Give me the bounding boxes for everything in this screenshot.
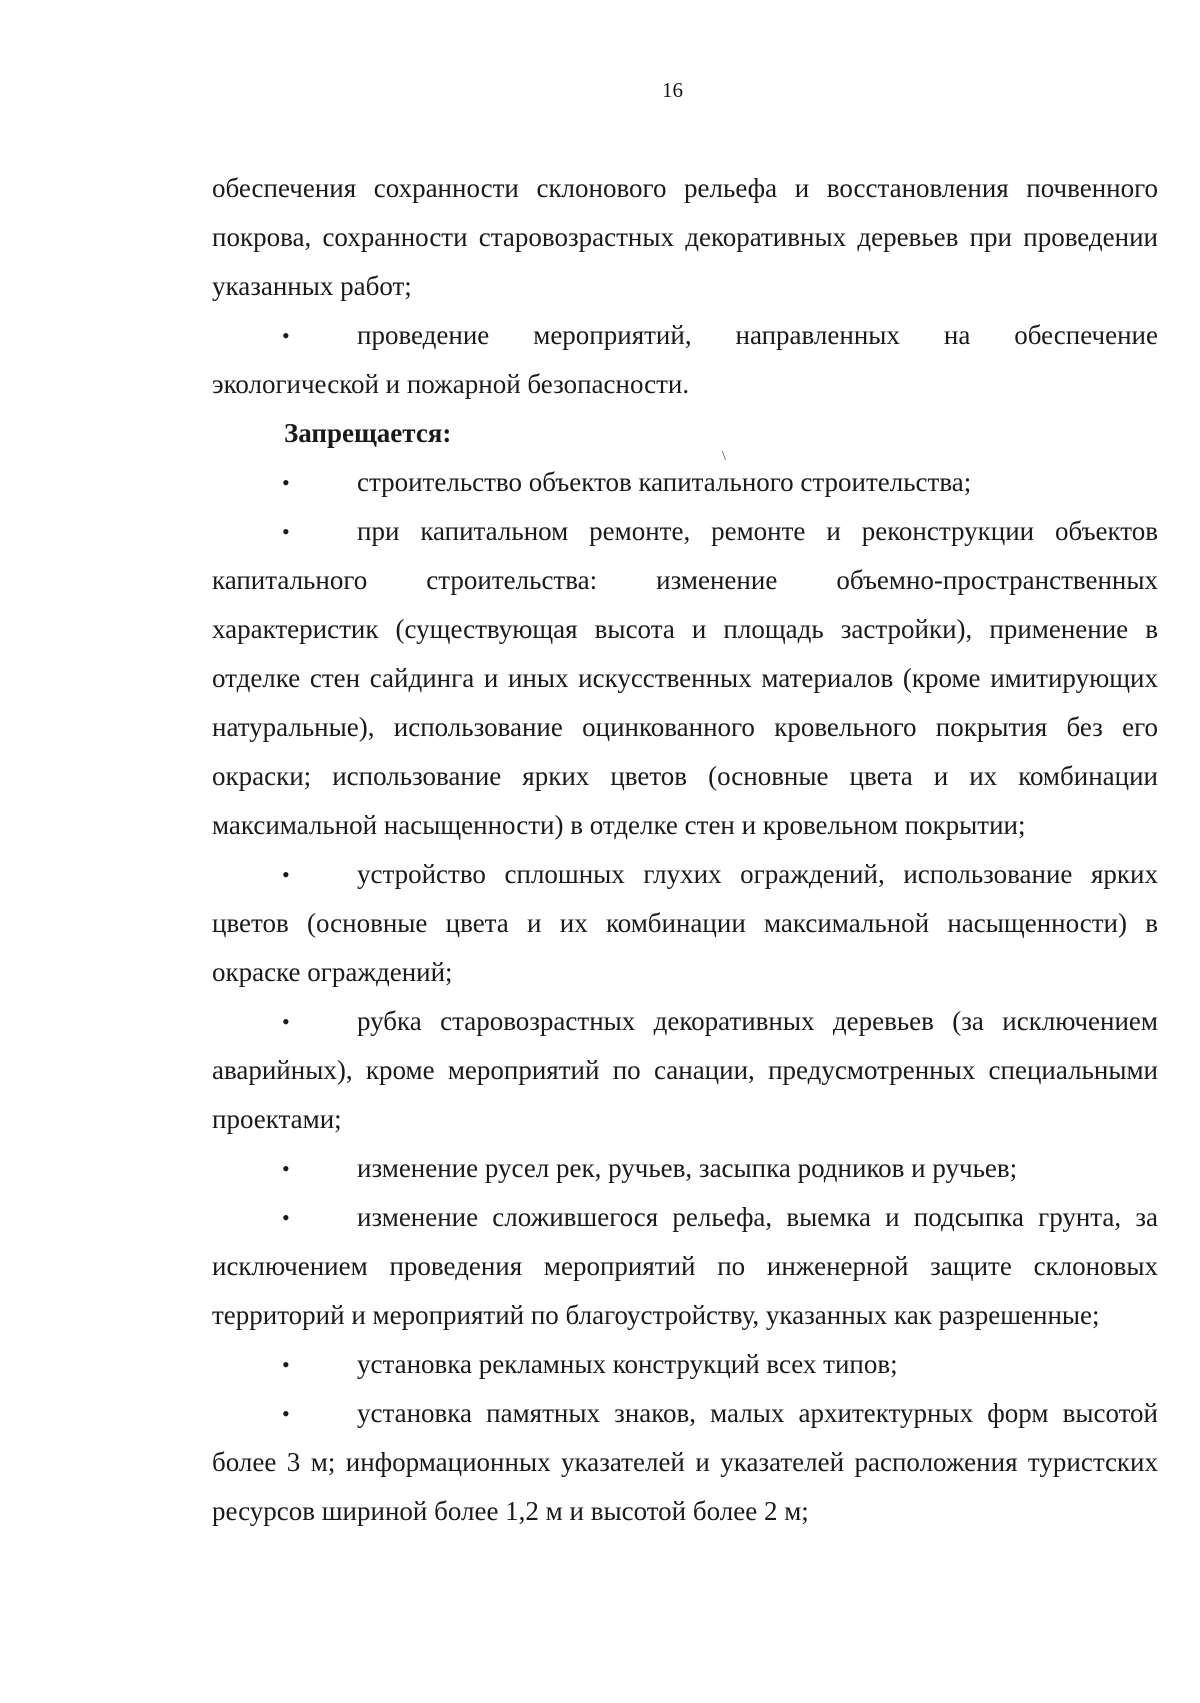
- bullet-marker: •: [282, 1009, 290, 1034]
- bullet-marker: •: [282, 1205, 290, 1230]
- bullet-text: при капитальном ремонте, ремонте и реконструкции объектов капитального строительства: изменение объемно-пространственных характеристик (существующая высота и площадь застройки), применение в отделке стен сайдинга и иных искусственных материалов (кроме имитирующих натуральные), использование оцинкованного кровельного покрытия без его окраски; использование ярких цветов (основные цвета и их комбинации максимальной насыщенности) в отделке стен и кровельном покрытии;: [212, 516, 1158, 840]
- bullet-marker: •: [282, 862, 290, 887]
- bullet-marker: •: [282, 1352, 290, 1377]
- bullet-marker: •: [282, 323, 290, 348]
- bullet-item: [212, 997, 1158, 1144]
- bullet-item: [212, 458, 1158, 507]
- bullet-text: строительство объектов капитального строительства;: [357, 467, 972, 497]
- bullet-text: установка рекламных конструкций всех типов;: [357, 1349, 898, 1379]
- section-heading: Запрещается:: [284, 418, 452, 448]
- bullet-item: [212, 1193, 1158, 1340]
- bullet-marker: •: [282, 1401, 290, 1426]
- paragraph-continuation: обеспечения сохранности склонового рельефа и восстановления почвенного покрова, сохранности старовозрастных декоративных деревьев при проведении указанных работ;: [212, 173, 1158, 301]
- bullet-text: установка памятных знаков, малых архитектурных форм высотой более 3 м; информационных указателей и указателей расположения туристских ресурсов шириной более 1,2 м и высотой более 2 м;: [212, 1398, 1158, 1526]
- bullet-marker: •: [282, 1156, 290, 1181]
- bullet-text: изменение сложившегося рельефа, выемка и подсыпка грунта, за исключением проведения мероприятий по инженерной защите склоновых территорий и мероприятий по благоустройству, указанных как разрешенные;: [212, 1202, 1158, 1330]
- bullet-item: [212, 850, 1158, 997]
- scan-mark: \: [722, 449, 726, 464]
- bullet-item: [212, 1144, 1158, 1193]
- bullet-item: [212, 507, 1158, 850]
- bullet-text: рубка старовозрастных декоративных деревьев (за исключением аварийных), кроме мероприятий по санации, предусмотренных специальными проектами;: [212, 1006, 1158, 1134]
- bullet-text: изменение русел рек, ручьев, засыпка родников и ручьев;: [357, 1153, 1018, 1183]
- bullet-item: [212, 1340, 1158, 1389]
- bullet-marker: •: [282, 470, 290, 495]
- bullet-item: [212, 311, 1158, 409]
- bullet-item: [212, 1389, 1158, 1536]
- document-body: [212, 164, 1158, 1536]
- page-number: 16: [662, 78, 683, 102]
- bullet-text: проведение мероприятий, направленных на обеспечение экологической и пожарной безопасности.: [212, 320, 1158, 399]
- bullet-marker: •: [282, 519, 290, 544]
- bullet-text: устройство сплошных глухих ограждений, использование ярких цветов (основные цвета и их комбинации максимальной насыщенности) в окраске ограждений;: [212, 859, 1158, 987]
